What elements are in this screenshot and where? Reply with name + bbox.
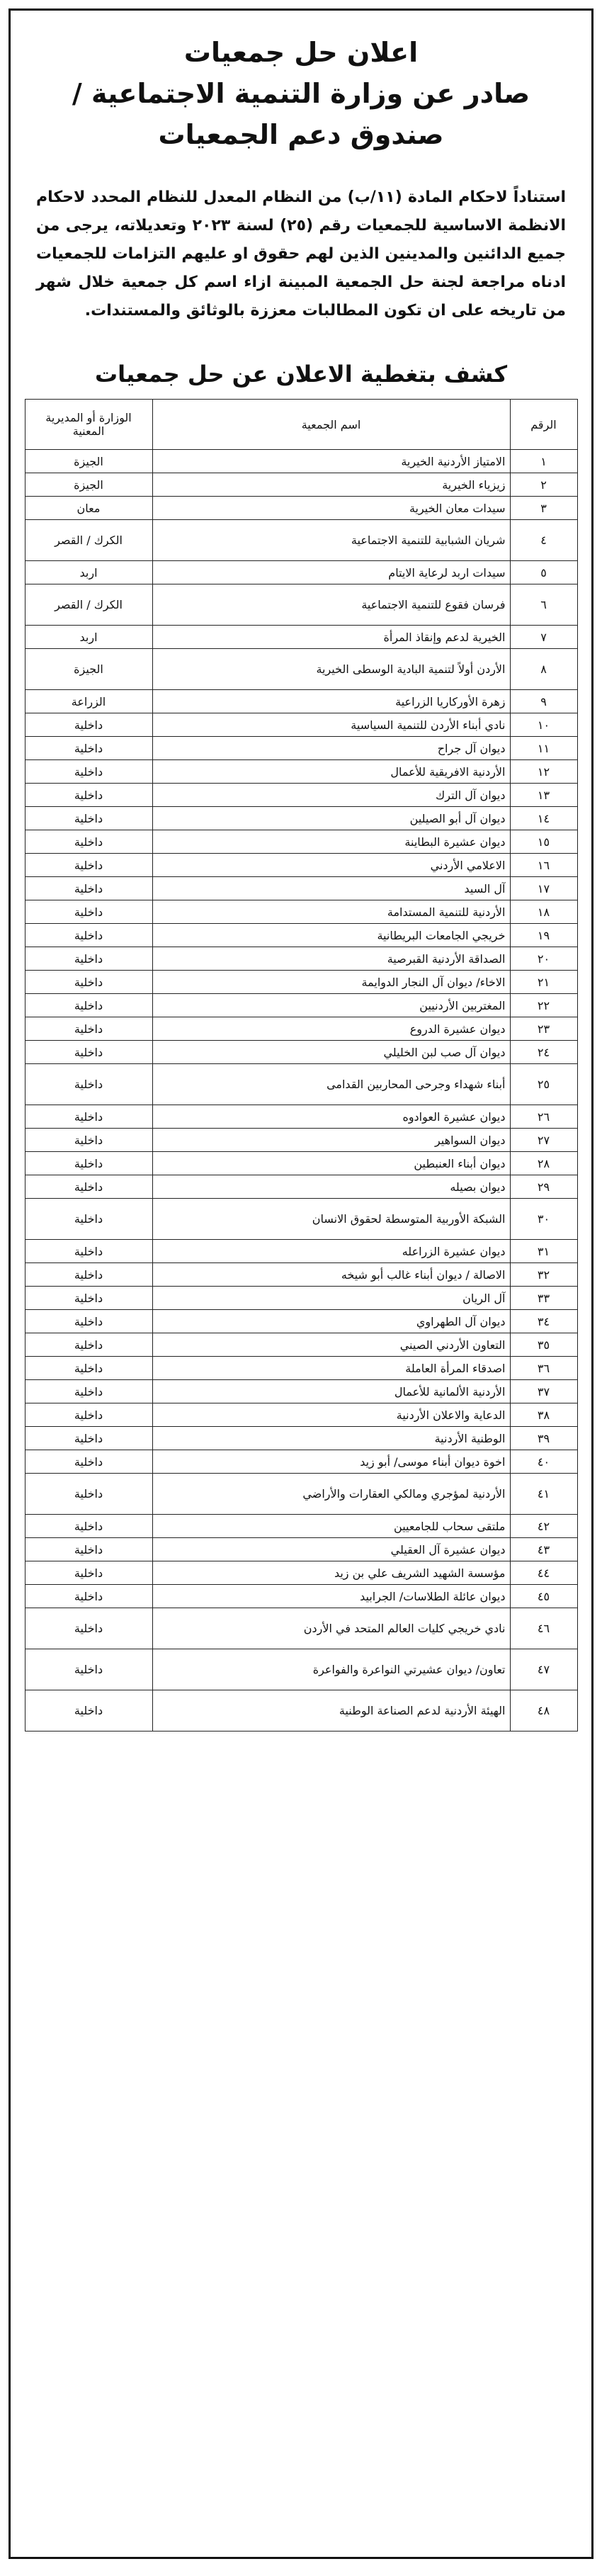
association-name: ديوان آل الطهراوي: [152, 1310, 510, 1333]
association-name: الاعلامي الأردني: [152, 854, 510, 877]
row-number: ٤٨: [510, 1690, 577, 1732]
directorate: داخلية: [25, 1333, 152, 1357]
table-row: [25, 450, 577, 473]
directorate: داخلية: [25, 1105, 152, 1129]
table-row: [25, 497, 577, 520]
association-name: الأردنية لمؤجري ومالكي العقارات والأراضي: [152, 1474, 510, 1515]
directorate: الجيزة: [25, 450, 152, 473]
directorate: داخلية: [25, 760, 152, 784]
association-name: الأردنية الألمانية للأعمال: [152, 1380, 510, 1403]
association-name: أبناء شهداء وجرحى المحاربين القدامى: [152, 1064, 510, 1105]
directorate: داخلية: [25, 1310, 152, 1333]
table-row: [25, 690, 577, 713]
association-name: ديوان عشيرة البطاينة: [152, 830, 510, 854]
associations-table: [25, 399, 578, 1732]
directorate: داخلية: [25, 737, 152, 760]
directorate: داخلية: [25, 1263, 152, 1287]
table-row: [25, 1041, 577, 1064]
row-number: ١٨: [510, 900, 577, 924]
directorate: معان: [25, 497, 152, 520]
table-row: [25, 1199, 577, 1240]
table-row: [25, 924, 577, 947]
row-number: ١٣: [510, 784, 577, 807]
row-number: ٢: [510, 473, 577, 497]
row-number: ٢٢: [510, 994, 577, 1017]
row-number: ٥: [510, 561, 577, 584]
table-row: [25, 807, 577, 830]
directorate: الجيزة: [25, 649, 152, 690]
directorate: داخلية: [25, 1175, 152, 1199]
table-row: [25, 713, 577, 737]
row-number: ٢٧: [510, 1129, 577, 1152]
section-title: كشف بتغطية الاعلان عن حل جمعيات: [94, 361, 508, 388]
announcement-page: [8, 9, 594, 2559]
association-name: فرسان فقوع للتنمية الاجتماعية: [152, 584, 510, 626]
row-number: ٣٨: [510, 1403, 577, 1427]
table-row: [25, 1474, 577, 1515]
table-row: [25, 1561, 577, 1585]
row-number: ٣: [510, 497, 577, 520]
row-number: ١٢: [510, 760, 577, 784]
row-number: ٩: [510, 690, 577, 713]
row-number: ١: [510, 450, 577, 473]
table-row: [25, 760, 577, 784]
table-row: [25, 1427, 577, 1450]
table-row: [25, 1515, 577, 1538]
table-row: [25, 473, 577, 497]
table-row: [25, 737, 577, 760]
directorate: الكرك / القصر: [25, 584, 152, 626]
table-body: [25, 450, 577, 1732]
directorate: داخلية: [25, 1585, 152, 1608]
association-name: آل السيد: [152, 877, 510, 900]
row-number: ٢٣: [510, 1017, 577, 1041]
row-number: ٣٢: [510, 1263, 577, 1287]
association-name: الوطنية الأردنية: [152, 1427, 510, 1450]
table-row: [25, 1310, 577, 1333]
directorate: داخلية: [25, 1538, 152, 1561]
directorate: داخلية: [25, 877, 152, 900]
association-name: الاصالة / ديوان أبناء غالب أبو شيخه: [152, 1263, 510, 1287]
row-number: ٢٠: [510, 947, 577, 971]
directorate: داخلية: [25, 924, 152, 947]
row-number: ٢٥: [510, 1064, 577, 1105]
association-name: زهرة الأوركاريا الزراعية: [152, 690, 510, 713]
association-name: الصداقة الأردنية القبرصية: [152, 947, 510, 971]
row-number: ١٤: [510, 807, 577, 830]
association-name: الأردنية الافريقية للأعمال: [152, 760, 510, 784]
association-name: ديوان آل أبو الصيلين: [152, 807, 510, 830]
table-row: [25, 649, 577, 690]
row-number: ٤: [510, 520, 577, 561]
row-number: ٤٥: [510, 1585, 577, 1608]
announcement-body: استناداً لاحكام المادة (١١/ب) من النظام المعدل للنظام المحدد لاحكام الانظمة الاساسية للجمعيات رقم (٢٥) لسنة ٢٠٢٣ وتعديلاته، يرجى من جميع الدائنين والمدينين الذين لهم حقوق او عليهم التزامات للجمعيات ادناه مراجعة لجنة حل الجمعية المبينة ازاء اسم كل جمعية خلال شهر من تاريخه على ان تكون المطالبات معززة بالوثائق والمستندات.: [36, 188, 567, 320]
directorate: داخلية: [25, 854, 152, 877]
association-name: الخيرية لدعم وإنقاذ المرأة: [152, 626, 510, 649]
header-association-name: اسم الجمعية: [152, 400, 510, 450]
table-row: [25, 1585, 577, 1608]
association-name: اخوة ديوان أبناء موسى/ أبو زيد: [152, 1450, 510, 1474]
row-number: ١٥: [510, 830, 577, 854]
table-row: [25, 1333, 577, 1357]
directorate: داخلية: [25, 830, 152, 854]
table-row: [25, 1450, 577, 1474]
association-name: المغتربين الأردنيين: [152, 994, 510, 1017]
directorate: داخلية: [25, 713, 152, 737]
directorate: داخلية: [25, 1403, 152, 1427]
directorate: داخلية: [25, 1427, 152, 1450]
row-number: ١٩: [510, 924, 577, 947]
table-row: [25, 1357, 577, 1380]
table-row: [25, 1608, 577, 1649]
row-number: ٣٣: [510, 1287, 577, 1310]
table-row: [25, 1105, 577, 1129]
table-row: [25, 584, 577, 626]
table-row: [25, 1287, 577, 1310]
row-number: ١٠: [510, 713, 577, 737]
association-name: ملتقى سحاب للجامعيين: [152, 1515, 510, 1538]
table-row: [25, 1649, 577, 1690]
row-number: ٤٧: [510, 1649, 577, 1690]
row-number: ٤٠: [510, 1450, 577, 1474]
row-number: ١٦: [510, 854, 577, 877]
directorate: داخلية: [25, 1380, 152, 1403]
row-number: ٢٩: [510, 1175, 577, 1199]
row-number: ١٧: [510, 877, 577, 900]
row-number: ٣٩: [510, 1427, 577, 1450]
directorate: الجيزة: [25, 473, 152, 497]
directorate: داخلية: [25, 1064, 152, 1105]
directorate: الزراعة: [25, 690, 152, 713]
association-name: الامتياز الأردنية الخيرية: [152, 450, 510, 473]
association-name: الاخاء/ ديوان آل النجار الدوايمة: [152, 971, 510, 994]
directorate: داخلية: [25, 807, 152, 830]
table-row: [25, 854, 577, 877]
association-name: ديوان عشيرة الزراعله: [152, 1240, 510, 1263]
table-row: [25, 830, 577, 854]
table-row: [25, 1263, 577, 1287]
table-row: [25, 1175, 577, 1199]
row-number: ٢٨: [510, 1152, 577, 1175]
directorate: داخلية: [25, 1041, 152, 1064]
directorate: داخلية: [25, 1152, 152, 1175]
association-name: ديوان عائلة الطلاسات/ الجرابيد: [152, 1585, 510, 1608]
table-row: [25, 520, 577, 561]
row-number: ٤٣: [510, 1538, 577, 1561]
association-name: خريجي الجامعات البريطانية: [152, 924, 510, 947]
association-name: اصدقاء المرأة العاملة: [152, 1357, 510, 1380]
table-row: [25, 561, 577, 584]
table-row: [25, 971, 577, 994]
association-name: ديوان آل جراح: [152, 737, 510, 760]
association-name: الشبكة الأوربية المتوسطة لحقوق الانسان: [152, 1199, 510, 1240]
issuer-line: صادر عن وزارة التنمية الاجتماعية /: [72, 78, 530, 109]
association-name: ديوان عشيرة آل العقيلي: [152, 1538, 510, 1561]
table-row: [25, 994, 577, 1017]
directorate: داخلية: [25, 1450, 152, 1474]
directorate: داخلية: [25, 784, 152, 807]
directorate: داخلية: [25, 947, 152, 971]
table-row: [25, 1017, 577, 1041]
association-name: آل الريان: [152, 1287, 510, 1310]
association-name: التعاون الأردني الصيني: [152, 1333, 510, 1357]
association-name: ديوان عشيرة العوادوه: [152, 1105, 510, 1129]
row-number: ٤٢: [510, 1515, 577, 1538]
association-name: ديوان عشيرة الدروع: [152, 1017, 510, 1041]
directorate: داخلية: [25, 1287, 152, 1310]
row-number: ٣٤: [510, 1310, 577, 1333]
header-directorate: الوزارة أو المديرية المعنية: [25, 400, 152, 450]
directorate: داخلية: [25, 1561, 152, 1585]
table-row: [25, 1129, 577, 1152]
directorate: داخلية: [25, 1649, 152, 1690]
association-name: ديوان أبناء العنبطين: [152, 1152, 510, 1175]
table-row: [25, 877, 577, 900]
announcement-title: اعلان حل جمعيات: [183, 37, 419, 68]
row-number: ٣٦: [510, 1357, 577, 1380]
association-name: ديوان بصيله: [152, 1175, 510, 1199]
directorate: داخلية: [25, 1357, 152, 1380]
association-name: الهيئة الأردنية لدعم الصناعة الوطنية: [152, 1690, 510, 1732]
association-name: ديوان آل صب لبن الخليلي: [152, 1041, 510, 1064]
row-number: ٤٦: [510, 1608, 577, 1649]
row-number: ٢١: [510, 971, 577, 994]
directorate: داخلية: [25, 1199, 152, 1240]
association-name: نادي أبناء الأردن للتنمية السياسية: [152, 713, 510, 737]
directorate: داخلية: [25, 1608, 152, 1649]
directorate: داخلية: [25, 1515, 152, 1538]
association-name: ديوان آل الترك: [152, 784, 510, 807]
directorate: داخلية: [25, 1240, 152, 1263]
row-number: ٣٧: [510, 1380, 577, 1403]
directorate: داخلية: [25, 971, 152, 994]
association-name: الدعاية والاعلان الأردنية: [152, 1403, 510, 1427]
directorate: داخلية: [25, 1017, 152, 1041]
fund-line: صندوق دعم الجمعيات: [158, 119, 444, 150]
directorate: داخلية: [25, 1690, 152, 1732]
association-name: شريان الشبابية للتنمية الاجتماعية: [152, 520, 510, 561]
row-number: ١١: [510, 737, 577, 760]
association-name: زيزياء الخيرية: [152, 473, 510, 497]
table-header-row: [25, 400, 577, 450]
directorate: داخلية: [25, 994, 152, 1017]
directorate: اربد: [25, 626, 152, 649]
association-name: سيدات معان الخيرية: [152, 497, 510, 520]
directorate: الكرك / القصر: [25, 520, 152, 561]
table-row: [25, 900, 577, 924]
directorate: داخلية: [25, 1129, 152, 1152]
table-row: [25, 1690, 577, 1732]
association-name: الأردن أولاً لتنمية البادية الوسطى الخيرية: [152, 649, 510, 690]
header-number: الرقم: [510, 400, 577, 450]
association-name: ديوان السواهير: [152, 1129, 510, 1152]
association-name: سيدات اربد لرعاية الايتام: [152, 561, 510, 584]
directorate: داخلية: [25, 900, 152, 924]
association-name: الأردنية للتنمية المستدامة: [152, 900, 510, 924]
table-row: [25, 1403, 577, 1427]
table-row: [25, 626, 577, 649]
row-number: ٢٤: [510, 1041, 577, 1064]
row-number: ٦: [510, 584, 577, 626]
association-name: تعاون/ ديوان عشيرتي النواعرة والفواعرة: [152, 1649, 510, 1690]
row-number: ٧: [510, 626, 577, 649]
row-number: ٤١: [510, 1474, 577, 1515]
table-row: [25, 784, 577, 807]
row-number: ٣٠: [510, 1199, 577, 1240]
table-row: [25, 1064, 577, 1105]
row-number: ٣١: [510, 1240, 577, 1263]
row-number: ٤٤: [510, 1561, 577, 1585]
association-name: نادي خريجي كليات العالم المتحد في الأردن: [152, 1608, 510, 1649]
directorate: اربد: [25, 561, 152, 584]
table-row: [25, 1240, 577, 1263]
table-row: [25, 1538, 577, 1561]
association-name: مؤسسة الشهيد الشريف علي بن زيد: [152, 1561, 510, 1585]
table-row: [25, 1152, 577, 1175]
row-number: ٣٥: [510, 1333, 577, 1357]
table-row: [25, 947, 577, 971]
row-number: ٢٦: [510, 1105, 577, 1129]
table-row: [25, 1380, 577, 1403]
row-number: ٨: [510, 649, 577, 690]
directorate: داخلية: [25, 1474, 152, 1515]
